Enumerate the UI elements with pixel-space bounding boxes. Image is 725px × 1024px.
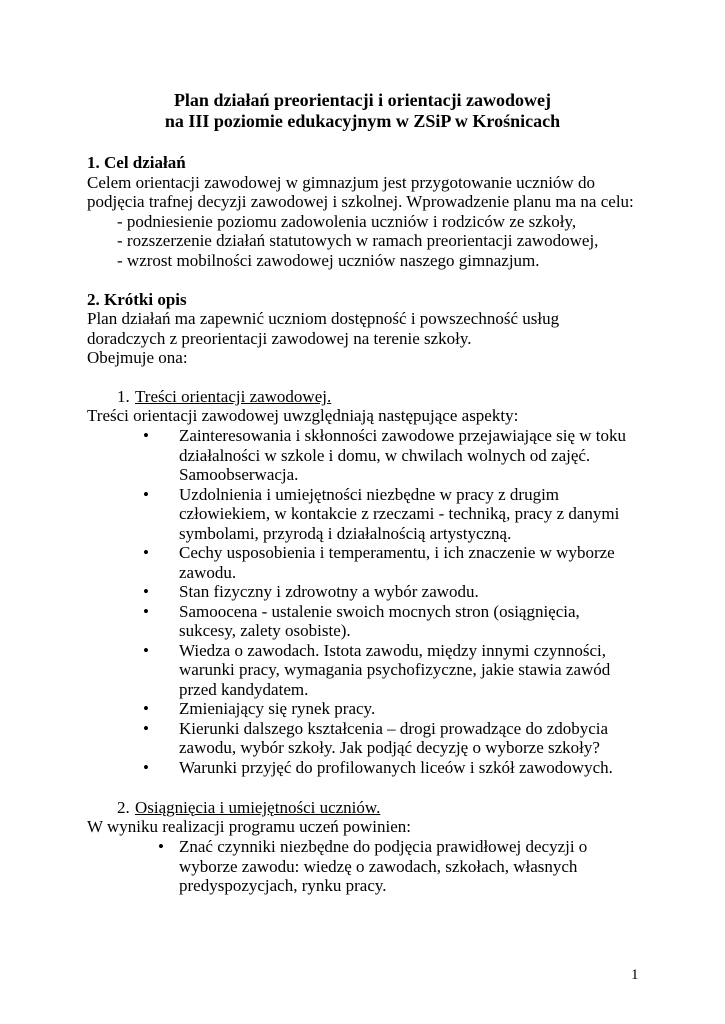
section-2-paragraph-line: doradczych z preorientacji zawodowej na terenie szkoły. <box>87 329 472 348</box>
section-1-heading: 1. Cel działań <box>87 153 186 172</box>
bullet-icon: • <box>158 837 164 856</box>
bullet-icon: • <box>143 718 149 738</box>
list-item-line: predyspozycjach, rynku pracy. <box>179 876 387 895</box>
subsection-2-heading: Osiągnięcia i umiejętności uczniów. <box>135 798 381 817</box>
list-item-line: Samoobserwacja. <box>179 465 299 484</box>
list-item-line: człowiekiem, w kontakcie z rzeczami - techniką, pracy z danymi <box>179 504 620 523</box>
list-item-line: Kierunki dalszego kształcenia – drogi prowadzące do zdobycia <box>179 718 609 738</box>
list-item-line: Wiedza o zawodach. Istota zawodu, między innymi czynności, <box>179 640 607 660</box>
subsection-1-number: 1. <box>117 387 130 406</box>
bullet-icon: • <box>143 582 149 601</box>
bullet-icon: • <box>143 699 149 718</box>
list-item-line: zawodu. <box>179 562 237 582</box>
section-2-paragraph-line: Obejmuje ona: <box>87 348 188 367</box>
list-item-line: warunki pracy, wymagania psychofizyczne, jakie stawia zawód <box>179 660 611 679</box>
section-1-paragraph-line: podjęcia trafnej decyzji zawodowej i szkolnej. Wprowadzenie planu ma na celu: <box>87 192 634 211</box>
list-item-line: Warunki przyjęć do profilowanych liceów i szkół zawodowych. <box>179 757 613 777</box>
document-title-line-2: na III poziomie edukacyjnym w ZSiP w Krośnicach <box>164 111 561 131</box>
subsection-2-number: 2. <box>117 798 130 817</box>
bullet-icon: • <box>143 426 149 445</box>
document-title-line-1: Plan działań preorientacji i orientacji zawodowej <box>173 90 552 110</box>
list-item-line: sukcesy, zalety osobiste). <box>179 621 351 640</box>
bullet-icon: • <box>143 640 149 660</box>
bullet-icon: • <box>143 543 149 562</box>
list-item-line: Samoocena - ustalenie swoich mocnych stron (osiągnięcia, <box>179 601 580 621</box>
list-item-line: Stan fizyczny i zdrowotny a wybór zawodu. <box>179 582 479 601</box>
list-item-line: Uzdolnienia i umiejętności niezbędne w pracy z drugim <box>179 484 560 504</box>
list-item-line: Znać czynniki niezbędne do podjęcia prawidłowej decyzji o <box>179 837 588 856</box>
subsection-1-intro: Treści orientacji zawodowej uwzględniają następujące aspekty: <box>87 406 519 425</box>
bullet-icon: • <box>143 601 149 621</box>
bullet-icon: • <box>143 484 149 504</box>
section-2-heading: 2. Krótki opis <box>87 290 187 309</box>
list-item-line: Cechy usposobienia i temperamentu, i ich znaczenie w wyborze <box>179 543 615 562</box>
list-item-line: symbolami, przyrodą i działalnością artystyczną. <box>179 523 512 543</box>
list-item-line: Zmieniający się rynek pracy. <box>179 699 376 718</box>
goal-item: - rozszerzenie działań statutowych w ramach preorientacji zawodowej, <box>117 231 599 250</box>
list-item-line: zawodu, wybór szkoły. Jak podjąć decyzję o wyborze szkoły? <box>179 738 600 757</box>
list-item-line: działalności w szkole i domu, w chwilach wolnych od zajęć. <box>179 445 591 465</box>
goal-item: - podniesienie poziomu zadowolenia uczniów i rodziców ze szkoły, <box>117 212 577 231</box>
section-2-paragraph-line: Plan działań ma zapewnić uczniom dostępność i powszechność usług <box>87 309 560 328</box>
list-item-line: Zainteresowania i skłonności zawodowe przejawiające się w toku <box>179 426 627 445</box>
goal-item: - wzrost mobilności zawodowej uczniów naszego gimnazjum. <box>117 251 540 270</box>
list-item-line: przed kandydatem. <box>179 679 309 699</box>
bullet-icon: • <box>143 757 149 777</box>
list-item-line: wyborze zawodu: wiedzę o zawodach, szkołach, własnych <box>179 856 578 876</box>
section-1-paragraph-line: Celem orientacji zawodowej w gimnazjum jest przygotowanie uczniów do <box>87 173 595 192</box>
page-number: 1 <box>631 967 639 983</box>
subsection-2-intro: W wyniku realizacji programu uczeń powinien: <box>87 817 411 836</box>
subsection-1-heading: Treści orientacji zawodowej. <box>135 387 332 406</box>
